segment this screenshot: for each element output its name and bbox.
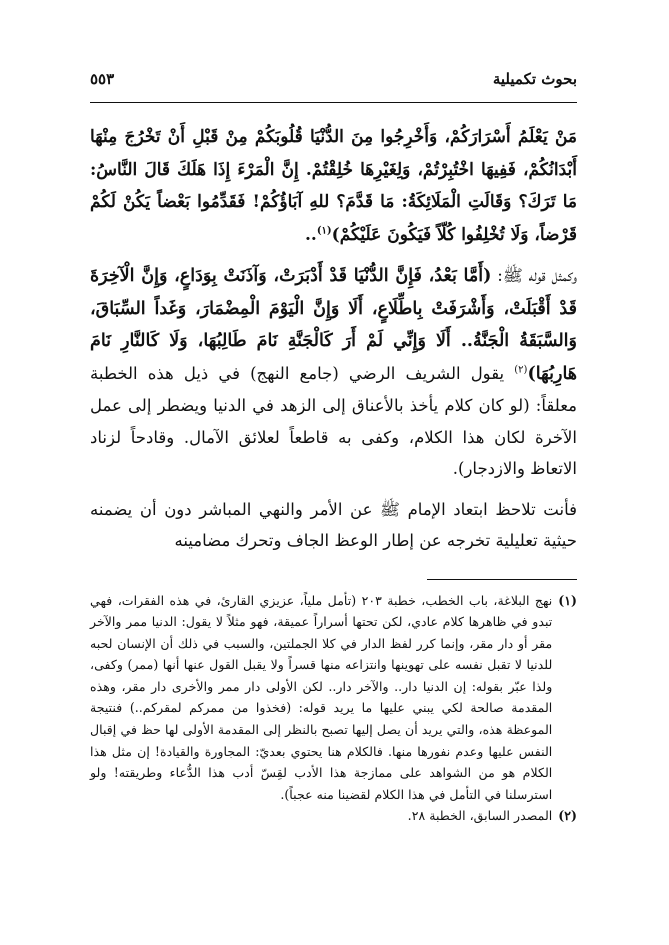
footnote-number: (١) <box>558 592 577 608</box>
sermon-quote-2: (أَمَّا بَعْدُ، فَإِنَّ الدُّنْيَا قَدْ أَدْبَرَتْ، وَآذَنَتْ بِوَدَاعٍ، وَإِنَّ الْآخِرَةَ قَدْ أَقْبَلَتْ، وَأَشْرَفَتْ بِاطِّلَاعٍ، أَلَا وَإِنَّ الْيَوْمَ الْمِضْمَارَ، وَغَداً السِّبَاقَ، وَالسَّبَقَةُ الْجَنَّةُ.. أَلَا وَإِنِّي لَمْ أَرَ كَالْجَنَّةِ نَامَ طَالِبُهَا، وَلَا كَالنَّارِ نَامَ هَارِبُهَا) <box>90 266 577 384</box>
main-text <box>90 121 577 557</box>
footnote-1 <box>90 590 577 806</box>
running-header <box>90 70 577 96</box>
page-number: ٥٥٣ <box>90 70 115 88</box>
footnote-ref-2[interactable]: (٢) <box>514 364 528 375</box>
paragraph-1-tail: .. <box>304 224 317 245</box>
paragraph-3: فأنت تلاحظ ابتعاد الإمام ﷺ عن الأمر والنهي المباشر دون أن يضمنه حيثية تعليلية تخرجه عن إطار الوعظ الجاف وتحرك مضامينه <box>90 499 577 550</box>
header-title: بحوث تكميلية <box>492 70 577 88</box>
paragraph-2 <box>90 260 577 485</box>
paragraph-2-intro: وكمثل قوله ﷺ: <box>491 266 577 285</box>
paragraph-2-commentary: يقول الشريف الرضي (جامع النهج) في ذيل هذه الخطبة معلقاً: (لو كان كلام يأخذ بالأعناق إلى الزهد في الدنيا ويضطر إلى عمل الآخرة لكان هذا الكلام، وكفى به قاطعاً لعلائق الآمال. وقادحاً لزناد الاتعاظ والازدجار). <box>90 363 577 478</box>
footnote-text: المصدر السابق، الخطبة ٢٨. <box>407 808 553 824</box>
footnotes <box>90 590 577 828</box>
footnote-separator <box>427 579 577 580</box>
footnote-ref-1[interactable]: (١) <box>316 224 332 236</box>
footnote-text: نهج البلاغة، باب الخطب، خطبة ٢٠٣ (تأمل ملياً، عزيزي القارئ، في هذه الفقرات، فهي تبدو في ظاهرها كلام عادي، لكن تحتها أسراراً عميقة، فهو مثلاً لا يقول: الدنيا ممر والآخر مقر أو دار مقر، وإنما كرر لفظ الدار في كلا الجملتين، والسبب في ذلك أن الإنسان لحبه للدنيا لا تقبل نفسه على تهوينها وانتزاعه منها قسراً ولا يقبل القول عنها أنها (ممر) وكفى، ولذا عبّر بقوله: إن الدنيا دار.. والآخر دار.. لكن الأولى دار ممر والأخرى دار مقر، وهذه المقدمة صالحة لكي يبني عليها ما يريد قوله: (فخذوا من ممركم لمقركم..) فنتيجة الموعظة هذه، والتي يريد أن يصل إليها تصبح بالنظر إلى المقدمة الأولى لها حظ في إقبال النفس عليها وعدم نفورها منها. فالكلام هنا يحتوي بعديّ: المجاورة والقيادة! إن مثل هذا الكلام هو من الشواهد على ممازجة هذا الأدب لقِسّ أدب هذا الدُّعاء وطريقته! ولو استرسلنا في التأمل في هذا الكلام لقضينا منه عجباً). <box>90 592 553 802</box>
footnote-number: (٢) <box>558 808 577 824</box>
footnote-2 <box>90 805 577 827</box>
sermon-quote-1: مَنْ يَعْلَمُ أَسْرَارَكُمْ، وَأَخْرِجُوا مِنَ الدُّنْيَا قُلُوبَكُمْ مِنْ قَبْلِ أَنْ تَخْرُجَ مِنْهَا أَبْدَانُكُمْ، فَفِيهَا اخْتُبِرْتُمْ، وَلِغَيْرِهَا خُلِقْتُمْ. إِنَّ الْمَرْءَ إِذَا هَلَكَ قَالَ النَّاسُ: مَا تَرَكَ؟ وَقَالَتِ الْمَلَائِكَةُ: مَا قَدَّمَ؟ للهِ آبَاؤُكُمْ! فَقَدِّمُوا بَعْضاً يَكُنْ لَكُمْ قَرْضاً، وَلَا تُخْلِفُوا كُلّاً فَيَكُونَ عَلَيْكُمْ) <box>90 127 577 245</box>
paragraph-1 <box>90 121 577 251</box>
header-rule <box>90 102 577 103</box>
